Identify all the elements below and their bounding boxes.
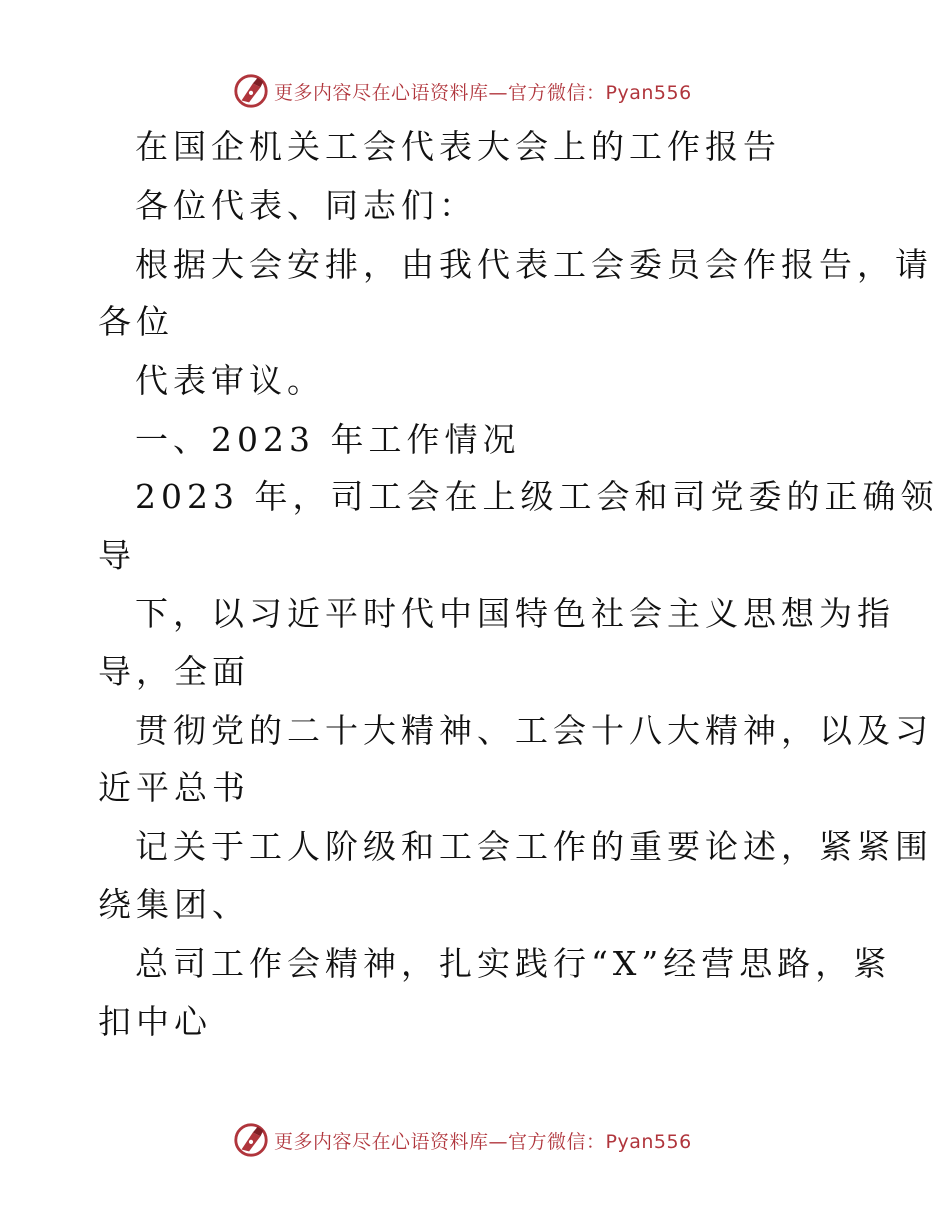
salutation: 各位代表、同志们：: [135, 186, 477, 225]
paragraph-line: 代表审议。: [135, 361, 325, 400]
paragraph-line: 扣中心: [98, 1002, 212, 1041]
header-watermark-banner: [232, 71, 692, 111]
paragraph-line: 根据大会安排，由我代表工会委员会作报告，请: [135, 245, 933, 284]
section-heading: 一、2023 年工作情况: [135, 420, 521, 459]
paragraph-line: 总司工作会精神，扎实践行“X”经营思路，紧: [135, 944, 892, 983]
footer-watermark-banner: [232, 1120, 692, 1160]
paragraph-line: 近平总书: [98, 768, 250, 807]
paragraph-line: 下，以习近平时代中国特色社会主义思想为指: [135, 594, 895, 633]
footer-banner-text: 更多内容尽在心语资料库—官方微信：Pyan556: [274, 1130, 692, 1153]
paragraph-line: 各位: [98, 302, 174, 341]
pen-nib-logo-icon: [232, 72, 270, 110]
paragraph-line: 贯彻党的二十大精神、工会十八大精神，以及习: [135, 711, 933, 750]
header-banner-text: 更多内容尽在心语资料库—官方微信：Pyan556: [274, 81, 692, 104]
paragraph-line: 绕集团、: [98, 885, 250, 924]
paragraph-line: 记关于工人阶级和工会工作的重要论述，紧紧围: [135, 827, 933, 866]
pen-nib-logo-icon: [232, 1121, 270, 1159]
document-title: 在国企机关工会代表大会上的工作报告: [135, 127, 781, 166]
paragraph-line: 导: [98, 536, 136, 575]
paragraph-line: 2023 年，司工会在上级工会和司党委的正确领: [135, 477, 939, 516]
paragraph-line: 导，全面: [98, 652, 250, 691]
